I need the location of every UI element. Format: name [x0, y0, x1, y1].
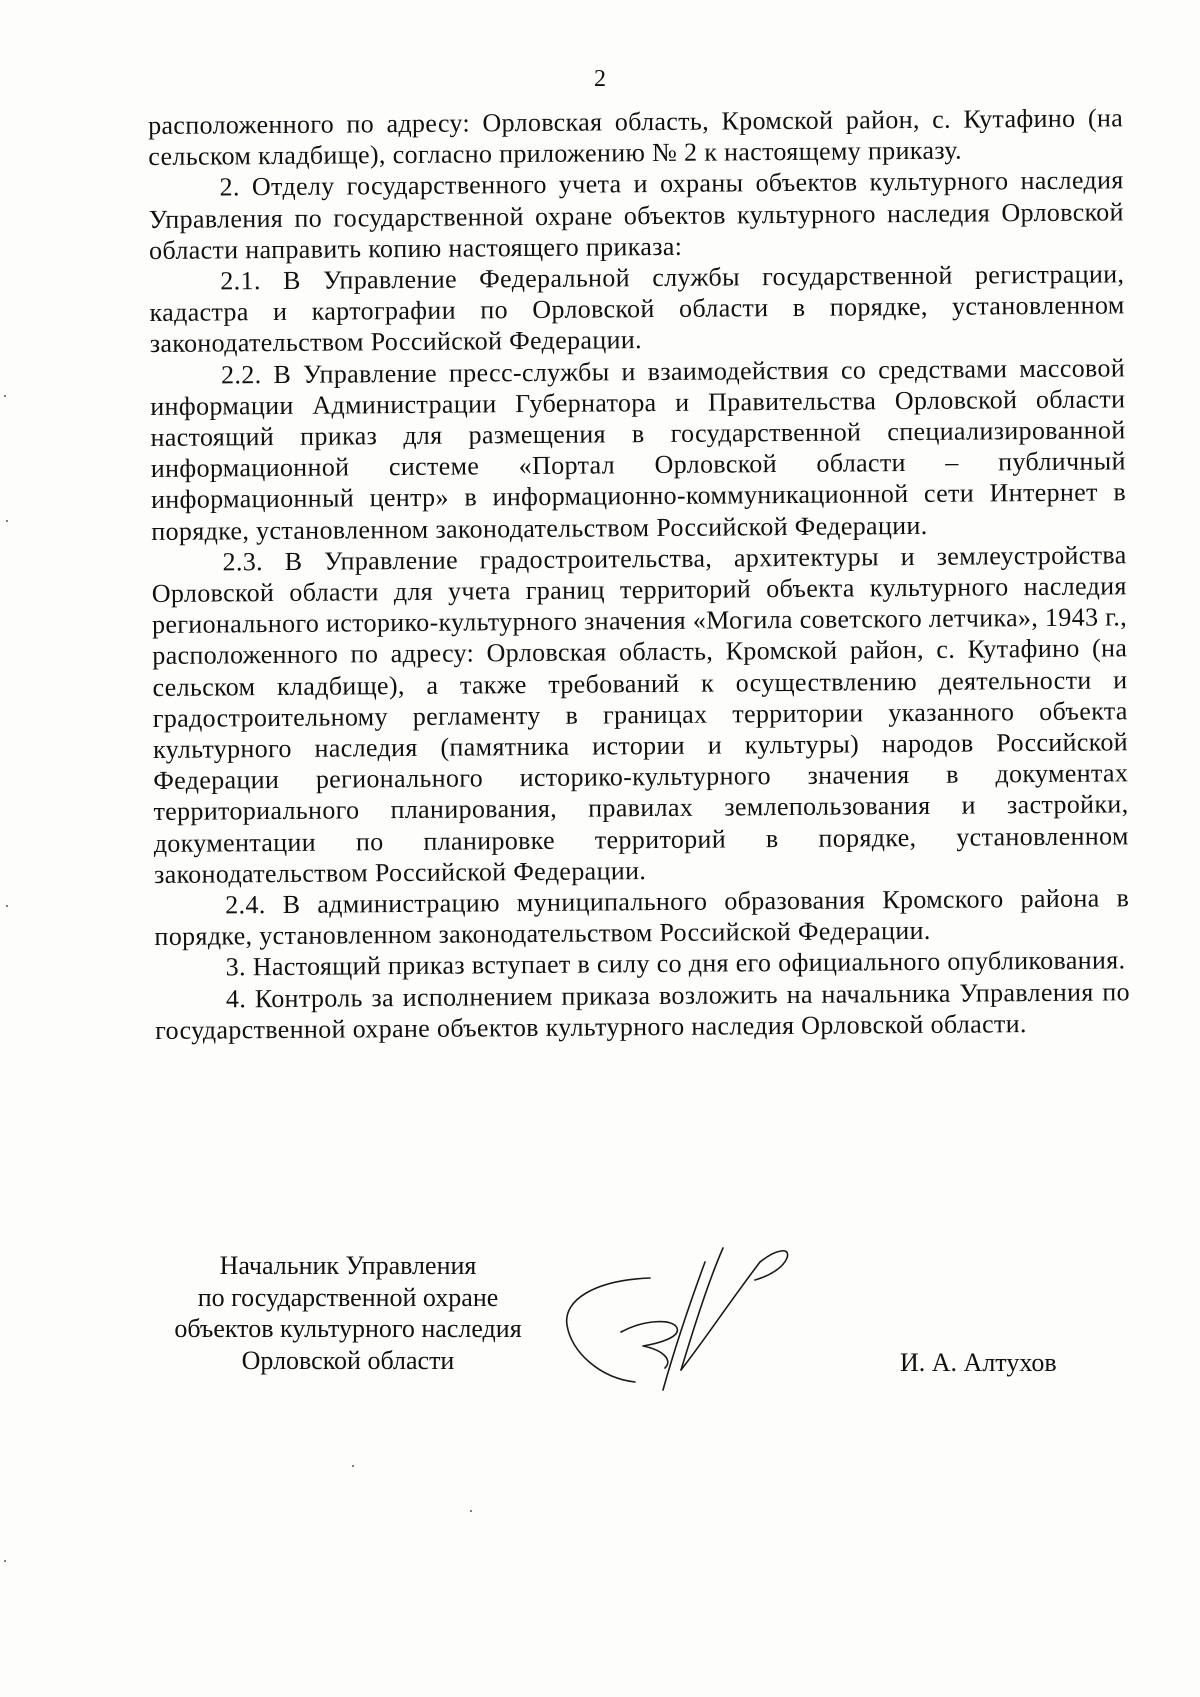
paragraph-item-2-2: 2.2. В Управление пресс-службы и взаимодействия со средствами массовой информации Администрации Губернатора и Правительства Орловской области настоящий приказ для размещения в государственной специализированной информационной системе «Портал Орловской области – публичный информационный центр» в информационно-коммуникационной сети Интернет в порядке, установленном законодательством Российской Федерации. — [150, 352, 1127, 546]
signer-name: И. А. Алтухов — [900, 1348, 1057, 1377]
scan-speck — [6, 905, 8, 907]
paragraph-item-4: 4. Контроль за исполнением приказа возложить на начальника Управления по государственной охране объектов культурного наследия Орловской области. — [155, 977, 1131, 1045]
document-body — [148, 102, 1130, 1046]
signer-position-line: объектов культурного наследия — [174, 1314, 522, 1343]
signer-position-line: Начальник Управления — [219, 1251, 477, 1280]
paragraph-item-3: 3. Настоящий приказ вступает в силу со дня его официального опубликования. — [225, 945, 1126, 982]
scan-speck — [4, 395, 6, 397]
page-number: 2 — [594, 66, 606, 92]
scan-speck — [352, 1465, 354, 1467]
signer-position — [148, 1250, 548, 1376]
scan-speck — [470, 1510, 472, 1512]
paragraph-item-2-1: 2.1. В Управление Федеральной службы государственной регистрации, кадастра и картографии по Орловской области в порядке, установленном законодательством Российской Федерации. — [149, 259, 1125, 359]
paragraph-item-2-3: 2.3. В Управление градостроительства, архитектуры и землеустройства Орловской области для учета границ территорий объекта культурного наследия регионального историко-культурного значения «Могила советского летчика», 1943 г., расположенного по адресу: Орловская область, Кромской район, с. Кутафино (на сельском кладбище), а также требований к осуществлению деятельности и градостроительному регламенту в границах территории указанного объекта культурного наследия (памятника истории и культуры) народов Российской Федерации регионального историко-культурного значения в документах территориального планирования, правилах землепользования и застройки, документации по планировке территорий в порядке, установленном законодательством Российской Федерации. — [151, 540, 1129, 889]
scan-speck — [6, 520, 8, 522]
paragraph-address-continuation: расположенного по адресу: Орловская область, Кромской район, с. Кутафино (на сельском кладбище), согласно приложению № 2 к настоящему приказу. — [148, 103, 1124, 172]
handwritten-signature — [555, 1240, 845, 1400]
signer-position-line: по государственной охране — [197, 1282, 499, 1312]
paragraph-item-2: 2. Отделу государственного учета и охраны объектов культурного наследия Управления по государственной охране объектов культурного наследия Орловской области направить копию настоящего приказа: — [148, 165, 1124, 265]
paragraph-item-2-4: 2.4. В администрацию муниципального образования Кромского района в порядке, установленном законодательством Российской Федерации. — [154, 883, 1130, 952]
scan-speck — [4, 1560, 6, 1562]
signer-position-line: Орловской области — [241, 1345, 455, 1375]
